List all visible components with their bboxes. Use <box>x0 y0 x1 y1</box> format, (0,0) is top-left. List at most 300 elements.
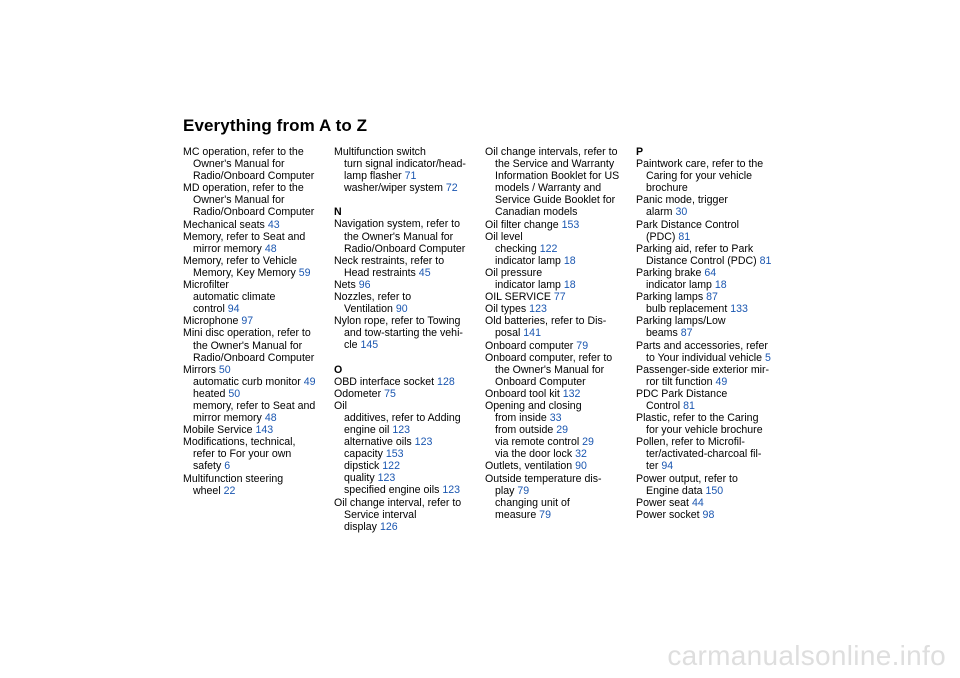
entry-text: Nets <box>334 278 356 291</box>
index-entry <box>485 460 635 472</box>
entry-text: Onboard computer, refer to <box>485 351 613 364</box>
entry-text: Paintwork care, refer to the <box>636 158 764 171</box>
entry-text: Multifunction steering <box>183 472 284 485</box>
entry-text: turn signal indicator/head- <box>344 158 466 171</box>
index-entry <box>636 473 786 485</box>
index-entry <box>334 279 484 291</box>
entry-text: Opening and closing <box>485 399 582 412</box>
index-entry <box>636 388 786 400</box>
index-entry <box>183 364 333 376</box>
index-subentry <box>183 388 333 400</box>
page-reference-link[interactable]: 29 <box>556 424 569 437</box>
entry-text: memory, refer to Seat and <box>193 399 316 412</box>
index-subentry <box>183 206 333 218</box>
entry-text: Oil level <box>485 230 523 243</box>
index-subentry <box>485 364 635 376</box>
index-subentry <box>636 376 786 388</box>
entry-text: Mechanical seats <box>183 218 265 231</box>
entry-text: alternative oils <box>344 436 412 449</box>
entry-text: Parking lamps/Low <box>636 315 726 328</box>
index-subentry <box>183 303 333 315</box>
index-subentry <box>485 412 635 424</box>
section-spacer <box>334 352 484 364</box>
page-reference-link[interactable]: 49 <box>715 375 728 388</box>
index-subentry <box>485 436 635 448</box>
page-reference-link[interactable]: 96 <box>358 278 371 291</box>
index-subentry <box>636 303 786 315</box>
index-entry <box>183 473 333 485</box>
index-entry <box>485 352 635 364</box>
index-subentry <box>485 279 635 291</box>
index-subentry <box>636 400 786 412</box>
entry-text: control <box>193 303 225 316</box>
page-reference-link[interactable]: 94 <box>227 303 240 316</box>
entry-text: Information Booklet for US <box>495 170 620 183</box>
entry-text: Engine data <box>646 484 703 497</box>
index-subentry <box>636 485 786 497</box>
entry-text: Onboard Computer <box>495 375 586 388</box>
page-reference-link[interactable]: 29 <box>582 436 594 449</box>
entry-text: the Owner's Manual for <box>193 339 303 352</box>
entry-text: indicator lamp <box>495 254 561 267</box>
index-subentry <box>334 243 484 255</box>
index-entry <box>183 182 333 194</box>
page-reference-link[interactable]: 122 <box>539 242 558 255</box>
page-reference-link[interactable]: 75 <box>384 387 396 400</box>
index-subentry <box>485 206 635 218</box>
entry-text: heated <box>193 387 226 400</box>
index-entry <box>636 158 786 170</box>
page-reference-link[interactable]: 79 <box>517 484 530 497</box>
entry-text: Park Distance Control <box>636 218 740 231</box>
index-subentry <box>334 448 484 460</box>
entry-text: Oil types <box>485 303 527 316</box>
index-subentry <box>183 267 333 279</box>
index-subentry <box>485 243 635 255</box>
index-entry <box>636 267 786 279</box>
page-reference-link[interactable]: 71 <box>404 170 417 183</box>
index-subentry <box>334 521 484 533</box>
index-subentry <box>183 460 333 472</box>
entry-text: Panic mode, trigger <box>636 194 728 207</box>
index-subentry <box>636 448 786 460</box>
index-subentry <box>183 376 333 388</box>
index-subentry <box>636 255 786 267</box>
entry-text: Oil change interval, refer to <box>334 496 462 509</box>
section-letter <box>334 206 484 218</box>
index-entry <box>485 146 635 158</box>
page-reference-link[interactable]: 145 <box>360 339 379 352</box>
page-reference-link[interactable]: 128 <box>437 375 455 388</box>
entry-text: for your vehicle brochure <box>646 424 763 437</box>
entry-text: alarm <box>646 206 673 219</box>
index-column-3 <box>485 146 635 521</box>
page-reference-link[interactable]: 49 <box>303 375 316 388</box>
entry-text: MC operation, refer to the <box>183 146 304 158</box>
index-entry <box>485 231 635 243</box>
index-subentry <box>485 448 635 460</box>
page-reference-link[interactable]: 87 <box>706 291 718 304</box>
index-subentry <box>334 424 484 436</box>
entry-text: Distance Control (PDC) <box>646 254 757 267</box>
entry-text: Canadian models <box>495 206 578 219</box>
entry-text: and tow-starting the vehi- <box>344 327 463 340</box>
entry-text: OBD interface socket <box>334 375 435 388</box>
index-subentry <box>636 327 786 339</box>
page-reference-link[interactable]: 50 <box>228 387 241 400</box>
page-reference-link[interactable]: 123 <box>377 472 396 485</box>
index-entry <box>334 146 484 158</box>
entry-text: Pollen, refer to Microfil- <box>636 436 745 449</box>
page-reference-link[interactable]: 72 <box>445 182 458 195</box>
entry-text: Radio/Onboard Computer <box>193 170 315 183</box>
entry-text: Oil <box>334 399 347 412</box>
index-entry <box>334 497 484 509</box>
index-entry <box>485 340 635 352</box>
page-reference-link[interactable]: 143 <box>255 424 274 437</box>
index-column-4 <box>636 146 786 521</box>
entry-text: Parking aid, refer to Park <box>636 242 754 255</box>
index-subentry <box>183 170 333 182</box>
entry-text: specified engine oils <box>344 484 440 497</box>
entry-text: Memory, refer to Vehicle <box>183 254 298 267</box>
index-entry <box>183 436 333 448</box>
entry-text: Radio/Onboard Computer <box>193 351 315 364</box>
index-subentry <box>485 255 635 267</box>
page-reference-link[interactable]: 133 <box>730 303 748 316</box>
entry-text: Oil change intervals, refer to <box>485 146 618 158</box>
index-subentry <box>183 412 333 424</box>
index-column-1 <box>183 146 333 497</box>
entry-text: Neck restraints, refer to <box>334 254 445 267</box>
index-entry <box>183 219 333 231</box>
entry-text: changing unit of <box>495 496 570 509</box>
entry-text: Memory, refer to Seat and <box>183 230 306 243</box>
index-entry <box>183 424 333 436</box>
entry-text: Radio/Onboard Computer <box>193 206 315 219</box>
index-entry <box>636 315 786 327</box>
index-entry <box>334 388 484 400</box>
index-entry <box>334 376 484 388</box>
page-reference-link[interactable]: 43 <box>267 218 280 231</box>
page-reference-link[interactable]: 5 <box>764 351 771 364</box>
page-reference-link[interactable]: 98 <box>702 508 715 521</box>
entry-text: Old batteries, refer to Dis- <box>485 315 607 328</box>
page-reference-link[interactable]: 141 <box>523 327 541 340</box>
index-entry <box>485 473 635 485</box>
page-reference-link[interactable]: 48 <box>264 242 277 255</box>
index-entry <box>183 255 333 267</box>
entry-text: bulb replacement <box>646 303 728 316</box>
entry-text: Microfilter <box>183 279 229 292</box>
index-subentry <box>334 436 484 448</box>
entry-text: Mirrors <box>183 363 216 376</box>
index-entry <box>183 315 333 327</box>
entry-text: Owner's Manual for <box>193 194 285 207</box>
index-subentry <box>183 352 333 364</box>
page-reference-link[interactable]: 153 <box>561 218 580 231</box>
entry-text: automatic climate <box>193 291 276 304</box>
index-subentry <box>183 243 333 255</box>
index-subentry <box>334 484 484 496</box>
entry-text: Mobile Service <box>183 424 253 437</box>
entry-text: wheel <box>193 484 221 497</box>
entry-text: from outside <box>495 424 554 437</box>
index-subentry <box>636 182 786 194</box>
section-letter <box>334 364 484 376</box>
page-reference-link[interactable]: 153 <box>385 448 404 461</box>
page-reference-link[interactable]: 18 <box>563 254 576 267</box>
index-subentry <box>636 231 786 243</box>
entry-text: N <box>334 206 342 219</box>
index-entry <box>485 219 635 231</box>
watermark: carmanualsonline.info <box>667 640 946 671</box>
index-entry <box>334 255 484 267</box>
entry-text: Radio/Onboard Computer <box>344 242 466 255</box>
page-reference-link[interactable]: 150 <box>705 484 724 497</box>
entry-text: measure <box>495 508 537 521</box>
entry-text: PDC Park Distance <box>636 387 728 400</box>
entry-text: ror tilt function <box>646 375 713 388</box>
entry-text: automatic curb monitor <box>193 375 301 388</box>
index-entry <box>485 291 635 303</box>
page-title: Everything from A to Z <box>183 116 368 135</box>
index-subentry <box>485 182 635 194</box>
entry-text: Owner's Manual for <box>193 158 285 171</box>
index-entry <box>636 364 786 376</box>
entry-text: Parking brake <box>636 266 702 279</box>
index-subentry <box>485 194 635 206</box>
index-entry <box>636 412 786 424</box>
entry-text: Oil pressure <box>485 266 543 279</box>
entry-text: additives, refer to Adding <box>344 411 461 424</box>
index-subentry <box>183 291 333 303</box>
entry-text: refer to For your own <box>193 448 292 461</box>
entry-text: checking <box>495 242 537 255</box>
entry-text: Ventilation <box>344 303 393 316</box>
entry-text: indicator lamp <box>646 279 712 292</box>
entry-text: Multifunction switch <box>334 146 426 158</box>
entry-text: Power socket <box>636 508 700 521</box>
index-subentry <box>636 206 786 218</box>
entry-text: Outlets, ventilation <box>485 460 573 473</box>
page-reference-link[interactable]: 30 <box>675 206 688 219</box>
index-entry <box>636 436 786 448</box>
index-column-2 <box>334 146 484 533</box>
index-subentry <box>183 340 333 352</box>
page-reference-link[interactable]: 79 <box>576 339 589 352</box>
entry-text: (PDC) <box>646 230 676 243</box>
index-entry <box>334 315 484 327</box>
page-reference-link[interactable]: 33 <box>549 412 562 425</box>
index-subentry <box>334 412 484 424</box>
page-reference-link[interactable]: 97 <box>241 315 254 328</box>
entry-text: safety <box>193 460 222 473</box>
index-subentry <box>485 158 635 170</box>
entry-text: mirror memory <box>193 242 262 255</box>
page-reference-link[interactable]: 81 <box>683 399 695 412</box>
index-entry <box>334 291 484 303</box>
entry-text: dipstick <box>344 460 380 473</box>
entry-text: Oil filter change <box>485 218 559 231</box>
page-reference-link[interactable]: 18 <box>714 279 727 292</box>
index-subentry <box>183 400 333 412</box>
page-reference-link[interactable]: 18 <box>563 279 576 292</box>
index-subentry <box>485 424 635 436</box>
entry-text: indicator lamp <box>495 279 561 292</box>
entry-text: brochure <box>646 182 688 195</box>
entry-text: from inside <box>495 412 547 425</box>
entry-text: play <box>495 484 515 497</box>
index-subentry <box>485 509 635 521</box>
index-subentry <box>485 170 635 182</box>
index-subentry <box>334 509 484 521</box>
index-subentry <box>334 231 484 243</box>
entry-text: Caring for your vehicle <box>646 170 752 183</box>
entry-text: Outside temperature dis- <box>485 472 602 485</box>
entry-text: Nylon rope, refer to Towing <box>334 315 461 328</box>
section-spacer <box>334 194 484 206</box>
page-reference-link[interactable]: 94 <box>661 460 674 473</box>
index-subentry <box>485 327 635 339</box>
entry-text: Microphone <box>183 315 239 328</box>
index-entry <box>636 243 786 255</box>
page-reference-link[interactable]: 45 <box>418 266 431 279</box>
section-letter <box>636 146 786 158</box>
entry-text: the Owner's Manual for <box>495 363 605 376</box>
index-subentry <box>636 460 786 472</box>
page-reference-link[interactable]: 123 <box>392 423 410 436</box>
page-reference-link[interactable]: 132 <box>562 387 581 400</box>
entry-text: models / Warranty and <box>495 182 602 195</box>
index-subentry <box>636 424 786 436</box>
entry-text: quality <box>344 472 375 485</box>
index-subentry <box>485 497 635 509</box>
index-subentry <box>183 194 333 206</box>
entry-text: the Owner's Manual for <box>344 230 454 243</box>
page-reference-link[interactable]: 59 <box>298 266 311 279</box>
page-reference-link[interactable]: 90 <box>395 303 408 316</box>
entry-text: P <box>636 146 644 158</box>
entry-text: Service interval <box>344 508 417 521</box>
entry-text: the Service and Warranty <box>495 158 615 171</box>
page-reference-link[interactable]: 6 <box>224 460 231 473</box>
index-subentry <box>334 339 484 351</box>
page-reference-link[interactable]: 122 <box>382 460 400 473</box>
page-reference-link[interactable]: 79 <box>539 508 551 521</box>
entry-text: Onboard tool kit <box>485 387 560 400</box>
index-subentry <box>636 279 786 291</box>
index-subentry <box>485 485 635 497</box>
entry-text: Control <box>646 399 681 412</box>
entry-text: display <box>344 520 377 533</box>
index-subentry <box>334 170 484 182</box>
entry-text: Parts and accessories, refer <box>636 339 768 352</box>
index-subentry <box>636 170 786 182</box>
entry-text: Power output, refer to <box>636 472 738 485</box>
page-reference-link[interactable]: 77 <box>553 291 566 304</box>
index-entry <box>636 219 786 231</box>
index-subentry <box>334 158 484 170</box>
index-entry <box>636 497 786 509</box>
index-entry <box>636 509 786 521</box>
entry-text: ter/activated-charcoal fil- <box>646 448 762 461</box>
index-subentry <box>183 485 333 497</box>
page-reference-link[interactable]: 48 <box>264 412 277 425</box>
page-reference-link[interactable]: 44 <box>691 496 704 509</box>
index-entry <box>334 400 484 412</box>
index-subentry <box>334 267 484 279</box>
entry-text: Service Guide Booklet for <box>495 194 616 207</box>
page-reference-link[interactable]: 123 <box>442 484 461 497</box>
entry-text: washer/wiper system <box>344 182 443 195</box>
entry-text: lamp flasher <box>344 170 402 183</box>
entry-text: Plastic, refer to the Caring <box>636 412 759 425</box>
index-entry <box>183 327 333 339</box>
entry-text: Parking lamps <box>636 291 704 304</box>
entry-text: Memory, Key Memory <box>193 266 296 279</box>
page-reference-link[interactable]: 90 <box>575 460 587 473</box>
index-entry <box>485 388 635 400</box>
index-entry <box>183 279 333 291</box>
index-entry <box>183 146 333 158</box>
index-entry <box>636 194 786 206</box>
index-entry <box>485 267 635 279</box>
entry-text: engine oil <box>344 423 390 436</box>
index-subentry <box>636 352 786 364</box>
entry-text: ter <box>646 460 659 473</box>
page-reference-link[interactable]: 32 <box>575 448 587 461</box>
index-subentry <box>183 448 333 460</box>
index-entry <box>485 400 635 412</box>
entry-text: Nozzles, refer to <box>334 291 412 304</box>
entry-text: OIL SERVICE <box>485 291 551 304</box>
entry-text: Power seat <box>636 496 689 509</box>
index-entry <box>485 303 635 315</box>
page-reference-link[interactable]: 87 <box>680 327 693 340</box>
entry-text: posal <box>495 327 521 340</box>
page-reference-link[interactable]: 50 <box>218 363 231 376</box>
page-reference-link[interactable]: 64 <box>704 266 717 279</box>
entry-text: cle <box>344 339 358 352</box>
page-reference-link[interactable]: 22 <box>223 484 236 497</box>
entry-text: via the door lock <box>495 448 573 461</box>
entry-text: Navigation system, refer to <box>334 218 460 231</box>
index-subentry <box>183 158 333 170</box>
entry-text: Modifications, technical, <box>183 436 296 449</box>
page-reference-link[interactable]: 81 <box>678 230 691 243</box>
index-entry <box>183 231 333 243</box>
page-reference-link[interactable]: 126 <box>379 520 398 533</box>
index-entry <box>334 218 484 230</box>
entry-text: Odometer <box>334 387 382 400</box>
entry-text: to Your individual vehicle <box>646 351 763 364</box>
entry-text: Passenger-side exterior mir- <box>636 363 770 376</box>
page-reference-link[interactable]: 123 <box>529 303 547 316</box>
entry-text: Mini disc operation, refer to <box>183 327 311 340</box>
page-reference-link[interactable]: 81 <box>759 254 772 267</box>
index-entry <box>485 315 635 327</box>
index-subentry <box>334 182 484 194</box>
index-subentry <box>334 472 484 484</box>
index-subentry <box>485 376 635 388</box>
entry-text: beams <box>646 327 678 340</box>
page-reference-link[interactable]: 123 <box>414 436 433 449</box>
entry-text: capacity <box>344 448 383 461</box>
entry-text: MD operation, refer to the <box>183 182 304 195</box>
entry-text: Head restraints <box>344 266 416 279</box>
index-entry <box>636 340 786 352</box>
